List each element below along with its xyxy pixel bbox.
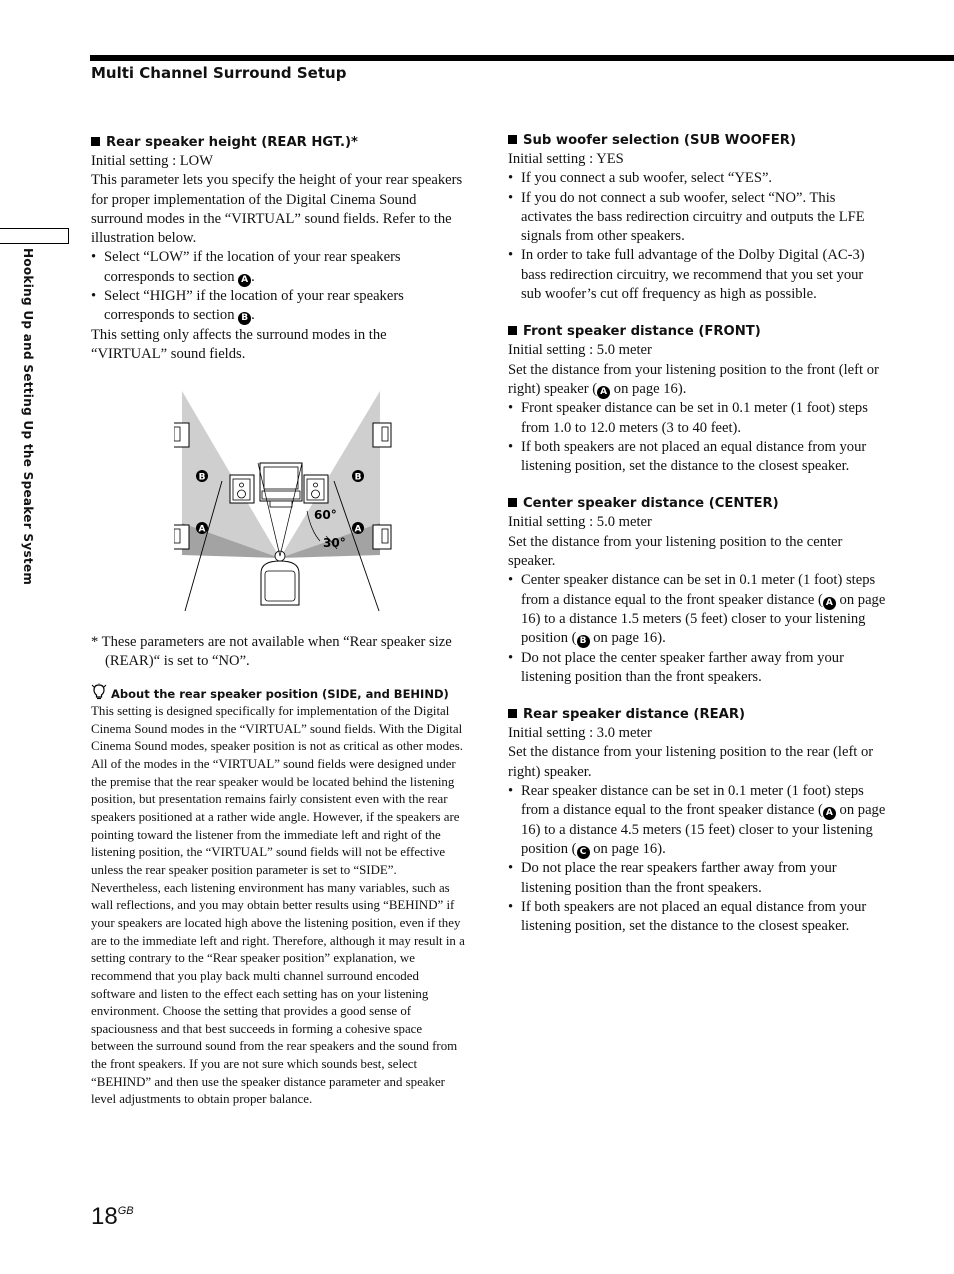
bullet-item: • If both speakers are not placed an equal distance from your listening position, set the distance to the closest speaker. — [508, 438, 867, 475]
section-heading-rear-height: Rear speaker height (REAR HGT.)* — [91, 133, 466, 152]
initial-setting: Initial setting : YES — [508, 151, 624, 167]
angle-60-label: 60° — [314, 508, 337, 522]
paragraph: This setting only affects the surround modes in the “VIRTUAL” sound fields. — [91, 326, 387, 362]
listener-chair-icon — [261, 551, 299, 605]
footnote: * These parameters are not available when “Rear speaker size (REAR)“ is set to “NO”. — [91, 634, 452, 670]
section-heading-center: Center speaker distance (CENTER) — [508, 494, 886, 513]
bullet-item: • Center speaker distance can be set in 0.1 meter (1 foot) steps from a distance equal to the front speaker distance ( A on page 16) to a distance 1.5 meters (5 feet) closer to your listening position ( B on page 16). — [508, 572, 886, 647]
paragraph: This parameter lets you specify the height of your rear speakers for proper implementation of the Digital Cinema Sound surround modes in the “VIRTUAL” sound fields. Refer to the illustration below. — [91, 172, 463, 247]
tip-paragraph: Nevertheless, each listening environment has many variables, such as wall reflections, and you may obtain better results using “BEHIND” if your speakers are located high above the listening position, even if they are to the immediate left and right. Therefore, although it may result in a setting contrary to the “Rear speaker position” explanation, we recommend that you play back multi channel surround encoded software and listen to the effect each setting has on your listening environment. Choose the setting that provides a good sense of spaciousness and that best succeeds in forming a cohesive space between the surround sound from the rear speakers and the sound from the front speakers. If you are not sure which sounds best, select “BEHIND” and then use the speaker distance parameter and speaker level adjustments to obtain proper balance. — [91, 880, 465, 1107]
bullet-item: • In order to take full advantage of the Dolby Digital (AC-3) bass redirection circuitry, we recommend that you set your sub woofer’s cut off frequency as high as possible. — [508, 247, 865, 303]
tip-paragraph: This setting is designed specifically for implementation of the Digital Cinema Sound modes in the “VIRTUAL” sound fields. With the Digital Cinema Sound modes, speaker position is not as critical as other modes. All of the modes in the “VIRTUAL” sound fields were designed under the premise that the rear speaker would be located behind the listening position, but presentation remains fairly consistent even with the rear speakers positioned at a rather wide angle. However, if the speakers are pointing toward the listener from the immediate left and right of the listening position, the “VIRTUAL” sound fields will not be effective unless the rear speaker position parameter is set to “SIDE”. — [91, 704, 463, 877]
label-b-right: B — [354, 472, 362, 483]
section-b-icon: B — [238, 312, 251, 325]
label-a-left: A — [198, 524, 206, 535]
right-column — [508, 131, 886, 936]
tv-center-speaker-icon — [260, 463, 302, 507]
initial-setting: Initial setting : LOW — [91, 153, 213, 169]
bullet-item: • Front speaker distance can be set in 0.1 meter (1 foot) steps from 1.0 to 12.0 meters (3 to 40 feet). — [508, 400, 868, 436]
initial-setting: Initial setting : 5.0 meter — [508, 342, 652, 359]
square-bullet-icon — [508, 326, 517, 335]
bullet-item: • Do not place the rear speakers farther away from your listening position than the front speakers. — [508, 860, 837, 896]
bullet-item: • Do not place the center speaker farther away from your listening position than the front speakers. — [508, 649, 844, 685]
section-b-icon: B — [577, 635, 590, 648]
bullet-item: • Select “HIGH” if the location of your rear speakers corresponds to section B . — [91, 288, 404, 324]
footnote-block — [91, 633, 466, 672]
section-a-icon: A — [823, 807, 836, 820]
rear-right-low-speaker-icon — [373, 525, 391, 549]
section-heading-sub-woofer: Sub woofer selection (SUB WOOFER) — [508, 131, 886, 150]
lightbulb-icon — [91, 683, 107, 701]
section-heading-front: Front speaker distance (FRONT) — [508, 322, 886, 341]
front-left-speaker-icon — [230, 475, 254, 503]
side-tab-label: Hooking Up and Setting Up the Speaker System — [21, 248, 35, 586]
paragraph: Set the distance from your listening position to the front (left or right) speaker ( A on page 16). — [508, 361, 879, 397]
label-a-right: A — [354, 524, 362, 535]
section-heading-rear-distance: Rear speaker distance (REAR) — [508, 705, 886, 724]
bullet-item: • If you do not connect a sub woofer, select “NO”. This activates the bass redirection circuitry and outputs the LFE signals from other speakers. — [508, 189, 865, 245]
initial-setting: Initial setting : 5.0 meter — [508, 514, 652, 531]
bullet-item: • If both speakers are not placed an equal distance from your listening position, set the distance to the closest speaker. — [508, 898, 867, 935]
left-column — [91, 133, 466, 364]
page-header-title: Multi Channel Surround Setup — [91, 64, 347, 82]
bullet-item: • If you connect a sub woofer, select “YES”. — [508, 170, 773, 187]
square-bullet-icon — [508, 709, 517, 718]
square-bullet-icon — [91, 137, 100, 146]
front-right-speaker-icon — [304, 475, 328, 503]
square-bullet-icon — [508, 498, 517, 507]
label-b-left: B — [198, 472, 206, 483]
speaker-position-diagram — [174, 383, 396, 615]
initial-setting: Initial setting : 3.0 meter — [508, 725, 652, 742]
tip-block — [91, 683, 466, 1109]
bullet-item: • Select “LOW” if the location of your rear speakers corresponds to section A . — [91, 249, 401, 285]
rear-right-high-speaker-icon — [373, 423, 391, 447]
section-c-icon: C — [577, 846, 590, 859]
tip-heading: About the rear speaker position (SIDE, and BEHIND) — [91, 683, 466, 703]
page-suffix: GB — [117, 1205, 134, 1217]
header-rule — [90, 55, 954, 61]
paragraph: Set the distance from your listening position to the rear (left or right) speaker. — [508, 744, 874, 780]
section-a-icon: A — [597, 386, 610, 399]
section-a-icon: A — [238, 274, 251, 287]
rear-left-high-speaker-icon — [174, 423, 189, 447]
rear-left-low-speaker-icon — [174, 525, 189, 549]
paragraph: Set the distance from your listening position to the center speaker. — [508, 533, 843, 570]
side-tab-marker — [0, 228, 69, 244]
section-a-icon: A — [823, 597, 836, 610]
angle-30-label: 30° — [323, 536, 346, 550]
page-number: $18^{GB}$ — [91, 1203, 134, 1230]
square-bullet-icon — [508, 135, 517, 144]
bullet-item: • Rear speaker distance can be set in 0.1 meter (1 foot) steps from a distance equal to the front speaker distance ( A on page 16) to a distance 4.5 meters (15 feet) closer to your listening position ( C on page 16). — [508, 783, 886, 857]
